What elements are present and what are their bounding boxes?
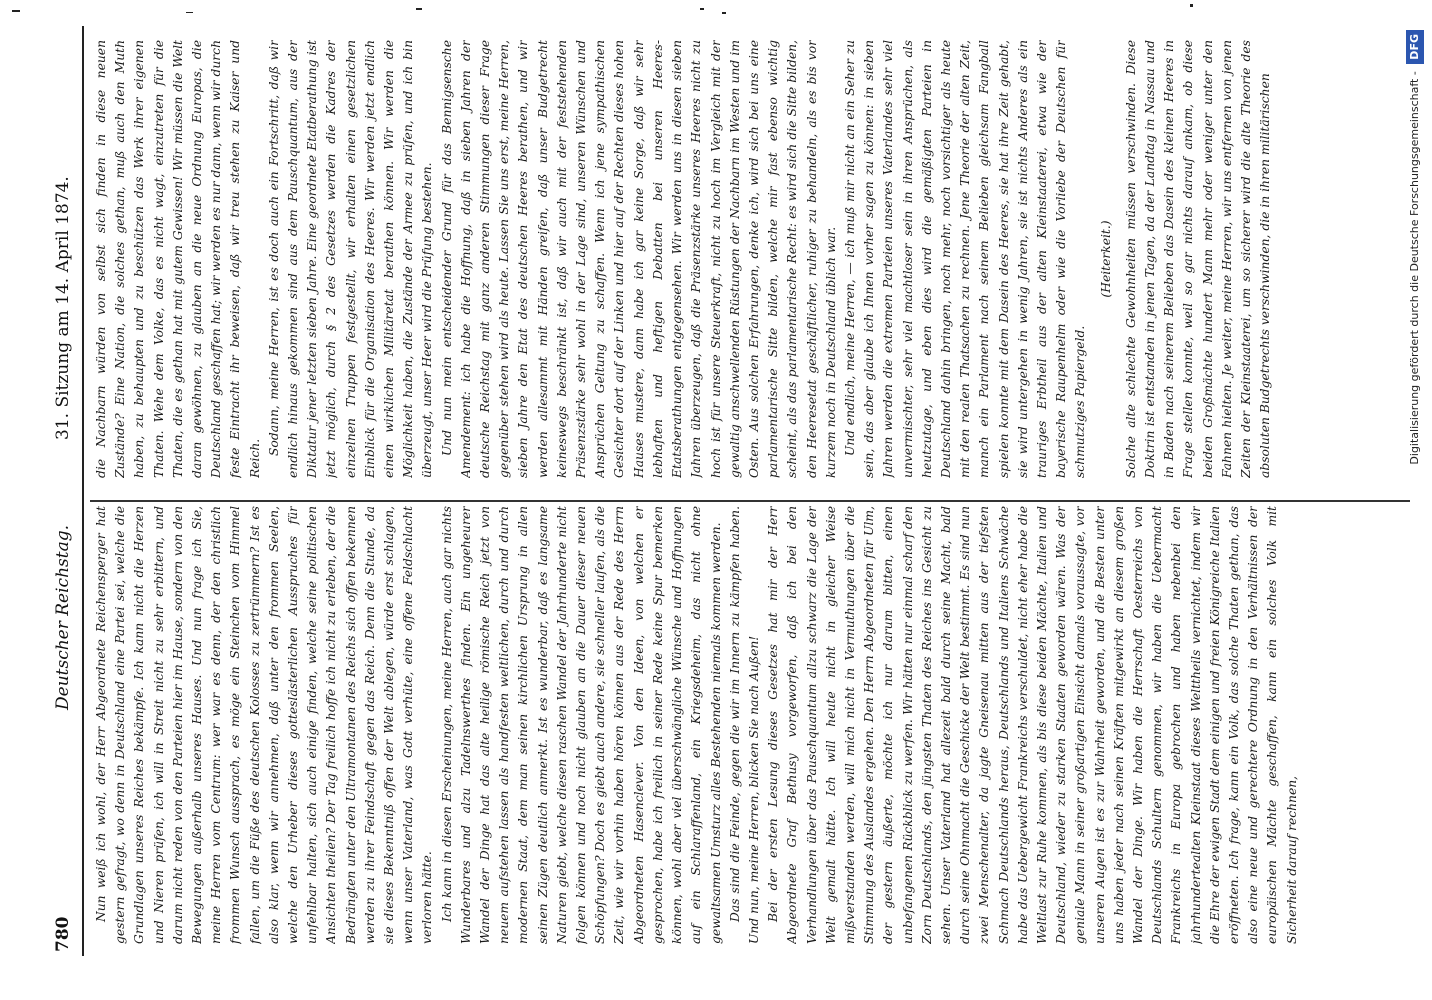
page-header: [48, 30, 78, 960]
left-column: [92, 506, 1402, 944]
paragraph: Das sind die Feinde, gegen die wir im Innern zu kämpfen haben. Und nun, meine Herren, blicken Sie nach Außen!: [727, 506, 761, 944]
session-title: 31. Sitzung am 14. April 1874.: [53, 176, 73, 440]
paragraph: die Nachbarn würden von selbst sich finden in diese neuen Zustände? Eine Nation, die solches gethan, muß auch den Muth haben, zu behaupten und zu beschützen das Werk ihrer eigenen Thaten. Wehe dem Volke, das es nicht wagt, einzutreten für die Thaten, die es gethan hat mit gutem Gewissen! Wir müssen die Welt daran gewöhnen, zu glauben an die neue Ordnung Europas, die Deutschland geschaffen hat; wir werden es nur dann, wenn wir durch feste Eintracht ihr beweisen, daß wir treu stehen zu Kaiser und Reich.: [94, 40, 262, 478]
scan-speck: [416, 8, 422, 10]
header-rule: [82, 26, 84, 956]
digitization-note: Digitalisierung gefördert durch die Deutsche Forschungsgemeinschaft -: [1408, 71, 1421, 465]
column-divider: [90, 500, 1410, 502]
digitization-footer: [1402, 30, 1428, 970]
paragraph: Nun weiß ich wohl, der Herr Abgeordnete Reichensperger hat gestern gefragt, wo denn in Deutschland eine Partei sei, welche die Grundlagen unseres Reiches bekämpfe. Ich kann nicht die Herzen und Nieren prüfen, ich will in Streit nicht zu sehr erbittern, und darum nicht reden von den Parteien hier im Hause, sondern von den Bewegungen außerhalb unseres Hauses. Und nun frage ich Sie, meine Herren vom Centrum: wer war es denn, der den christlich frommen Wunsch aussprach, es möge ein Steinchen vom Himmel fallen, um die Füße des deutschen Kolosses zu zertrümmern? Ist es also klar, wenn wir annehmen, daß unter den frommen Seelen, welche den Urheber dieses gotteslästerlichen Ausspruches für unfehlbar halten, sich auch einige finden, welche seine politischen Ansichten theilen? Der Tag freilich hoffe ich nicht zu erleben, der die Bedrängten unter den Ultramontanen des Reichs sich offen bekennen werden zu ihrer Feindschaft gegen das Reich. Denn die Stunde, da sie dieses Bekenntniß offen der Welt ablegen, würde erst schlagen, wenn unser Vaterland, was Gott verhüte, eine offene Feldschlacht verloren hätte.: [94, 506, 435, 944]
scan-speck: [186, 12, 193, 13]
interjection: (Heiterkeit.): [1098, 220, 1113, 298]
scan-speck: [700, 8, 704, 10]
dfg-logo: DFG: [1406, 30, 1424, 64]
paragraph: Sodann, meine Herren, ist es doch auch ein Fortschritt, daß wir endlich hinaus gekommen sind aus dem Pauschquantum, aus der Diktatur jener letzten sieben Jahre. Eine geordnete Etatberathung ist jetzt möglich, durch § 2 des Gesetzes werden die Kadres der einzelnen Truppen festgestellt, wir erhalten einen gesetzlichen Einblick für die Organisation des Heeres. Wir werden jetzt endlich einen wirklichen Militäretat berathen können. Wir werden die Möglichkeit haben, die Zustände der Armee zu prüfen, und ich bin überzeugt, unser Heer wird die Prüfung bestehen.: [266, 40, 435, 478]
scan-speck: [722, 12, 726, 14]
paragraph: Und endlich, meine Herren, — ich muß mir nicht an ein Seher zu sein, das aber glaube ich Ihnen vorher sagen zu können: in sieben Jahren werden die extremen Parteien unseres Vaterlandes sehr viel unvermischter, sehr viel machtloser sein in ihren Ansprüchen, als heutzutage, und eben dies wird die gemäßigten Parteien in Deutschland dahin bringen, noch mehr, noch vorsichtiger als heute mit den realen Thatsachen zu rechnen. Jene Theorie der alten Zeit, manch ein Parlament nach seinem Belieben gleichsam Fangball spielen konnte mit dem Dasein des Heeres, sie hat ihre Zeit gehabt, sie wird untergehen in wenig Jahren, sie ist nichts Anderes als ein trauriges Erbtheil aus der alten Kleinstaaterei, etwa wie der bayerische Raupenhelm oder wie die Vorliebe der Deutschen für schmutziges Papiergeld.: [842, 40, 1088, 478]
right-column: [92, 40, 1402, 478]
journal-title: Deutscher Reichstag.: [53, 525, 73, 710]
paragraph: Bei der ersten Lesung dieses Gesetzes hat mir der Herr Abgeordnete Graf Bethusy vorgeworfen, daß ich bei den Verhandlungen über das Pauschquantum allzu schwarz die Lage der Welt gemalt hätte. Ich will heute nicht in gleicher Weise mißverstanden werden, will mich nicht in Vermuthungen über die Stimmung des Auslandes ergehen. Den Herrn Abgeordneten für Ulm, der gestern äußerte, möchte ich nur darum bitten, einen unbefangenen Rückblick zu werfen. Wir hätten nur einmal scharf den Zorn Deutschlands, den jüngsten Thaten des Reiches ins Gesicht zu sehen. Unser Vaterland hat allezeit bald durch seine Macht, bald durch seine Ohnmacht die Geschicke der Welt bestimmt. Es sind nun zwei Menschenalter, da jagte Gneisenau mitten aus der tiefsten Schmach Deutschlands heraus, Deutschlands und Italiens Schwäche habe das Uebergewicht Frankreichs verschuldet, nicht eher habe die Weltlast zur Ruhe kommen, als bis diese beiden Mächte, Italien und Deutschland, wieder zu starken Staaten geworden wären. Was der geniale Mann in seiner großartigen Einsicht damals voraussagte, vor unseren Augen ist es zur Wahrheit geworden, und die Besten unter uns haben jeder nach seinen Kräften mitgewirkt an diesem großen Wandel der Dinge. Wir haben die Herrschaft Oesterreichs von Deutschlands Schultern genommen, wir haben die Uebermacht Frankreichs in Europa gebrochen und haben nebenbei den jahrhundertealten Kleinstaat dieses Welttheils vernichtet, indem wir die Ehre der ewigen Stadt dem einigen und freien Königreiche Italien eröffneten. Ich frage, kann ein Volk, das solche Thaten gethan, das also eine neue und gerechtere Ordnung in den Verhältnissen der europäischen Mächte geschaffen, kann ein solches Volk mit Sicherheit darauf rechnen,: [766, 506, 1299, 944]
page-number: 780: [53, 916, 73, 952]
paragraph: Und nun mein entscheidender Grund für das Bennigsensche Amendement: ich habe die Hoffnung, daß in sieben Jahren der deutsche Reichstag mit ganz anderen Stimmungen dieser Frage gegenüber stehen wird als heute. Lassen Sie uns erst, meine Herren, sieben Jahre den Etat des deutschen Heeres berathen, und wir werden allesammt mit Händen greifen, daß unser Budgetrecht keineswegs beschränkt ist, daß wir auch mit der feststehenden Präsenzstärke sehr wohl in der Lage sind, unseren Wünschen und Ansprüchen Geltung zu schaffen. Wenn ich jene sympathischen Gesichter dort auf der Linken und hier auf der Rechten dieses hohen Hauses mustere, dann habe ich gar keine Sorge, daß wir sehr lebhaften und heftigen Debatten bei unseren Heeres-Etatsberathungen entgegensehen. Wir werden uns in diesen sieben Jahren überzeugen, daß die Präsenzstärke unseres Heeres nicht zu hoch ist für unsere Steuerkraft, nicht zu hoch im Vergleich mit der gewaltig anschwellenden Rüstungen der Nachbarn im Westen und im Osten. Aus solchen Erfahrungen, denke ich, wird sich bei uns eine parlamentarische Sitte bilden, welche mir fast ebenso wichtig scheint, als das parlamentarische Recht: es wird sich die Sitte bilden, den Heeresetat geschäftlicher, ruhiger zu behandeln, als es bis vor kurzem noch in Deutschland üblich war.: [439, 40, 838, 478]
scan-speck: [1190, 4, 1193, 7]
scan-speck: [12, 10, 20, 12]
paragraph: Ich kann in diesen Erscheinungen, meine Herren, auch gar nichts Wunderbares und alzu Tadelnswerthes finden. Ein ungeheurer Wandel der Dinge hat das alte heilige römische Reich jetzt von neuem aufstehen lassen als handfesten weltlichen, durch und durch modernen Staat, dem man seinen kirchlichen Ursprung in allen seinen Zügen deutlich anmerkt. Ist es wunderbar, daß es langsame Naturen giebt, welche diesen raschen Wandel der Jahrhunderte nicht folgen können und noch nicht glauben an die Dauer dieser neuen Schöpfungen? Doch es giebt auch andere, sie schneller laufen, als die Zeit, wie wir vorhin haben hören können aus der Rede des Herrn Abgeordneten Hasenclever. Von den Ideen, von welchen er gesprochen, habe ich freilich in seiner Rede keine Spur bemerken können, wohl aber viel überschwängliche Wünsche und Hoffnungen auf ein Schlaraffenland, ein Kriegsdeheim, das nicht ohne gewaltsamen Umsturz alles Bestehenden niemals kommen werden.: [439, 506, 723, 944]
paragraph: Solche alte schlechte Gewohnheiten müssen verschwinden. Diese Doktrin ist entstanden in jenen Tagen, da der Landtag in Nassau und in Baden nach seinerem Belieben das Dasein des kleinen Heeres in Frage stellen konnte, weil so gar nichts darauf ankam, ob diese beiden Großmächte hundert Mann mehr oder weniger unter den Fahnen hielten. Je weiter, meine Herren, wir uns entfernen von jenen Zeiten der Kleinstaaterei, um so sicherer wird die alte Theorie des absoluten Budgetrechts verschwinden, die in ihren militärischen: [1123, 40, 1273, 478]
